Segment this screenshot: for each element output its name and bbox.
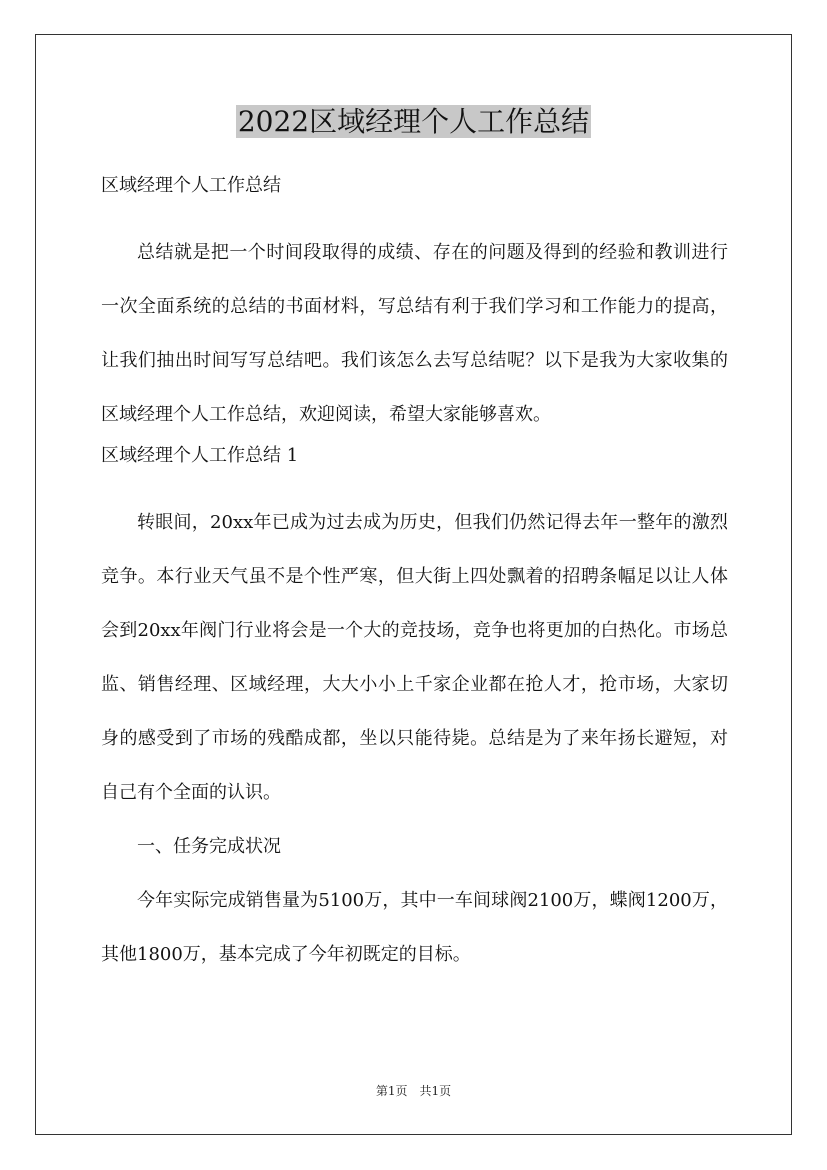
page-number: 第1页 共1页: [375, 1084, 452, 1098]
task-heading: 一、任务完成状况: [137, 836, 281, 857]
intro-paragraph: 总结就是把一个时间段取得的成绩、存在的问题及得到的经验和教训进行一次全面系统的总结的书面材料，写总结有利于我们学习和工作能力的提高，让我们抽出时间写写总结吧。我们该怎么去写总结呢？以下是我为大家收集的区域经理个人工作总结，欢迎阅读，希望大家能够喜欢。: [101, 242, 728, 425]
document-body: [101, 172, 728, 982]
task-paragraph: 今年实际完成销售量为5100万，其中一车间球阀2100万，蝶阀1200万，其他1800万，基本完成了今年初既定的目标。: [101, 890, 728, 965]
document-subtitle: 区域经理个人工作总结: [101, 175, 281, 196]
document-title: 2022区域经理个人工作总结: [237, 105, 590, 138]
section-paragraph: 转眼间，20xx年已成为过去成为历史，但我们仍然记得去年一整年的激烈竞争。本行业天气虽不是个性严寒，但大街上四处飘着的招聘条幅足以让人体会到20xx年阀门行业将会是一个大的竞技场，竞争也将更加的白热化。市场总监、销售经理、区域经理，大大小小上千家企业都在抢人才，抢市场，大家切身的感受到了市场的残酷成都，坐以只能待毙。总结是为了来年扬长避短，对自己有个全面的认识。: [101, 512, 728, 803]
section-heading: 区域经理个人工作总结 1: [101, 445, 299, 466]
page-footer: [0, 1081, 827, 1101]
document-title-block: [0, 100, 827, 144]
